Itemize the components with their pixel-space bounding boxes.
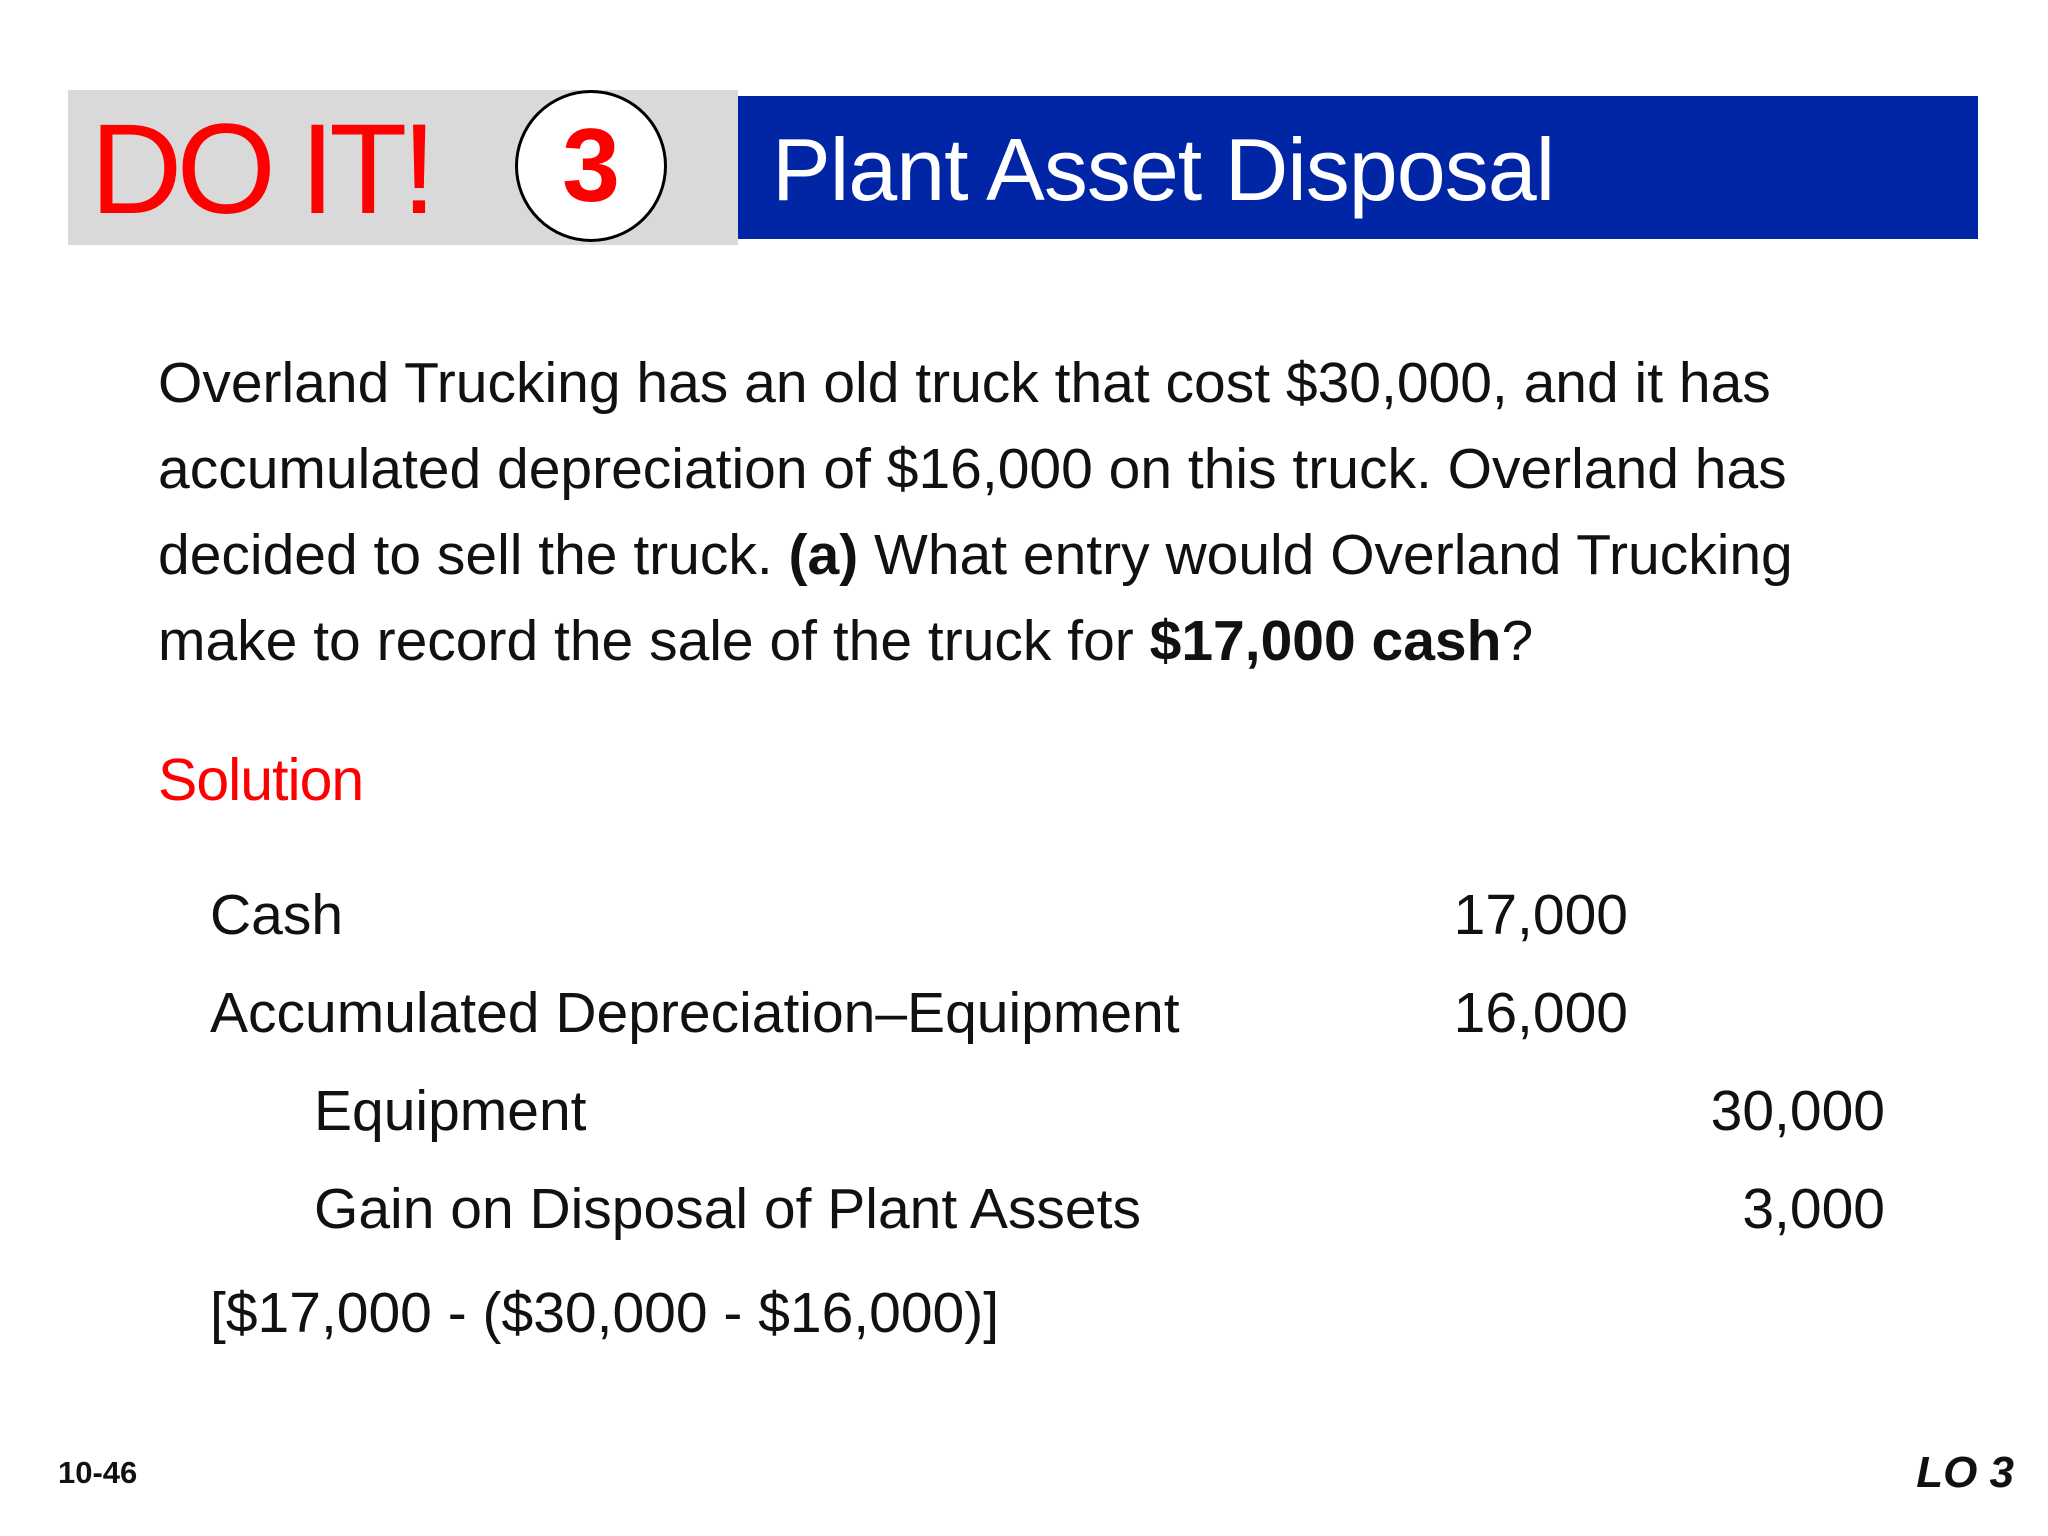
journal-entry-row bbox=[0, 1164, 2048, 1254]
question-part2: What entry would Overland Trucking make to record the sale of the truck for bbox=[158, 523, 1793, 673]
question-highlight: $17,000 cash bbox=[1149, 609, 1502, 673]
journal-entry-row bbox=[0, 968, 2048, 1058]
account-name: Accumulated Depreciation–Equipment bbox=[210, 981, 1180, 1045]
solution-heading: Solution bbox=[158, 747, 364, 813]
question-part-label: (a) bbox=[788, 523, 859, 587]
account-name: Equipment bbox=[314, 1079, 587, 1143]
exercise-number: 3 bbox=[562, 108, 620, 224]
debit-amount: 17,000 bbox=[1453, 883, 1628, 947]
gain-calculation: [$17,000 - ($30,000 - $16,000)] bbox=[210, 1281, 1000, 1345]
credit-amount: 3,000 bbox=[1742, 1177, 1885, 1241]
journal-entry-row bbox=[0, 1066, 2048, 1156]
debit-amount: 16,000 bbox=[1453, 981, 1628, 1045]
account-name: Gain on Disposal of Plant Assets bbox=[314, 1177, 1141, 1241]
question-text bbox=[158, 340, 1938, 684]
credit-amount: 30,000 bbox=[1710, 1079, 1885, 1143]
do-it-label: DO IT! bbox=[90, 98, 431, 241]
slide-title: Plant Asset Disposal bbox=[772, 120, 1555, 219]
journal-entry-row bbox=[0, 870, 2048, 960]
learning-objective-label: LO 3 bbox=[1916, 1448, 2014, 1497]
exercise-number-badge bbox=[515, 90, 667, 242]
question-end: ? bbox=[1501, 609, 1534, 673]
question-part1: Overland Trucking has an old truck that cost $30,000, and it has accumulated depreciation of $16,000 on this truck. Overland has decided to sell the truck. bbox=[158, 351, 1787, 587]
slide-number: 10-46 bbox=[58, 1455, 138, 1490]
account-name: Cash bbox=[210, 883, 344, 947]
